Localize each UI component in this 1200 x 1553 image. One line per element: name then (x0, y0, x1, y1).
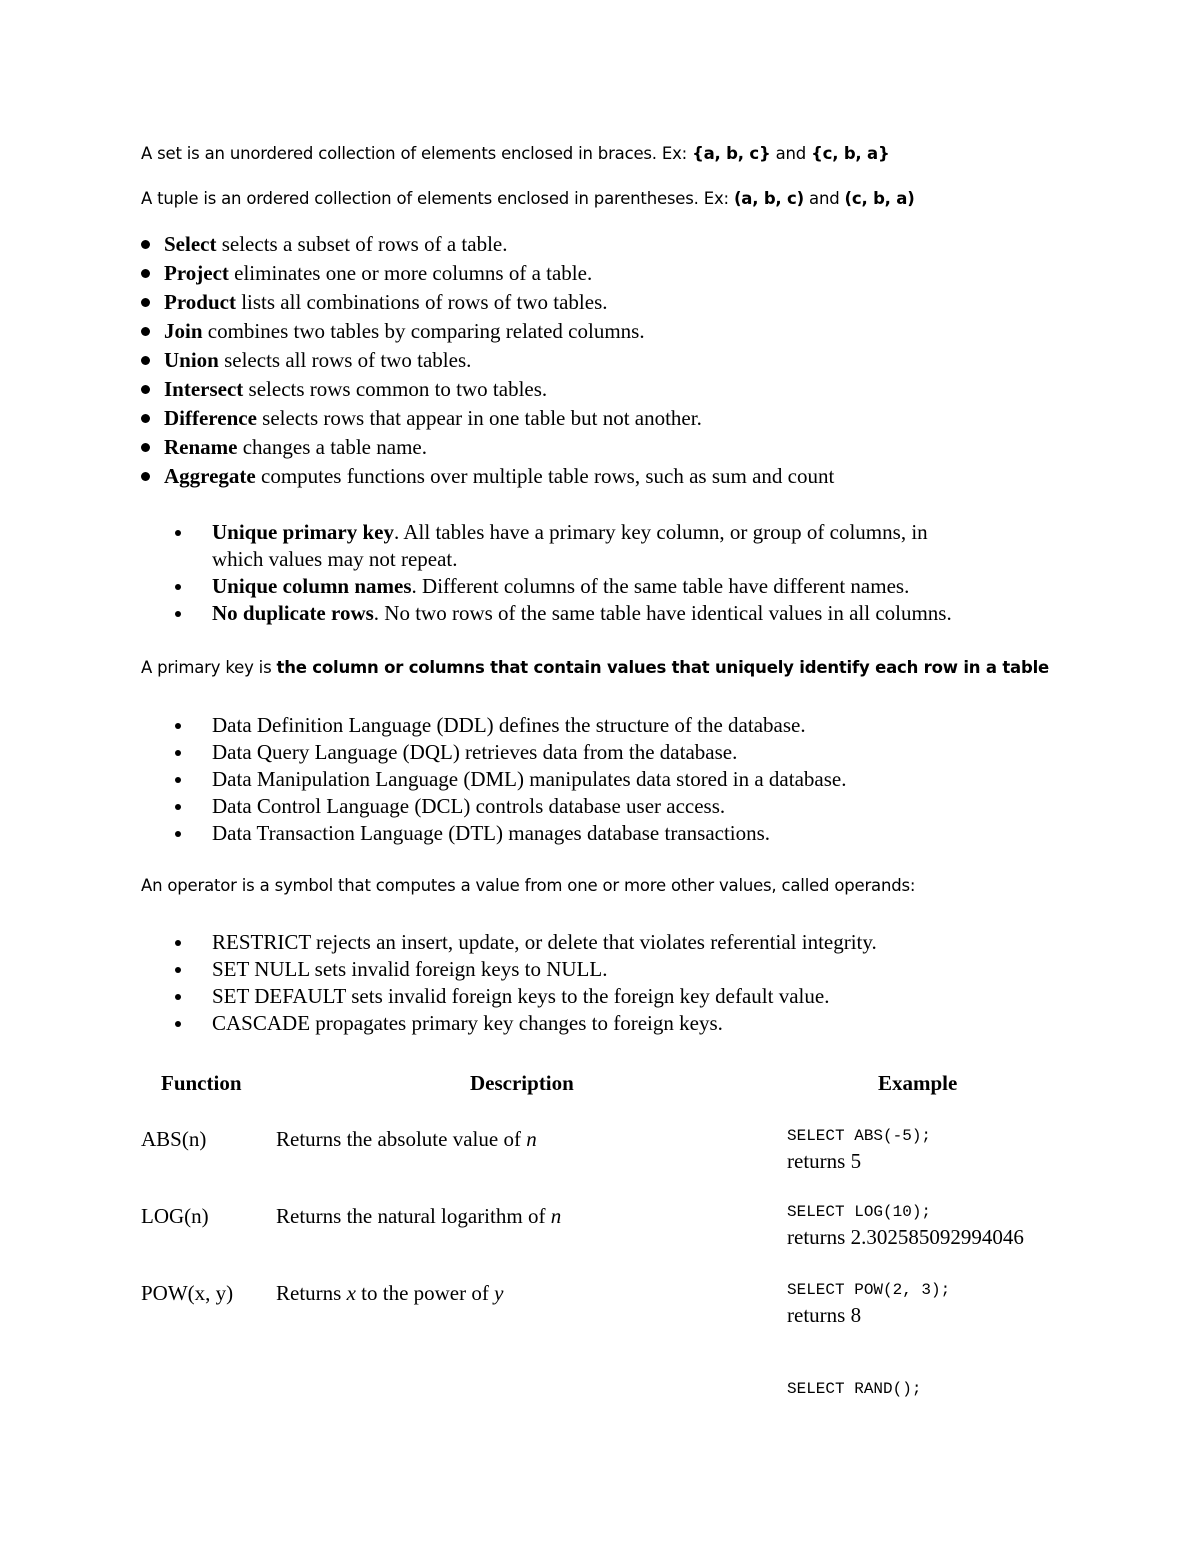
trailing-example-code: SELECT RAND(); (787, 1380, 922, 1398)
list-item: Data Transaction Language (DTL) manages database transactions. (165, 820, 846, 847)
list-item: No duplicate rows. No two rows of the same table have identical values in all columns. (165, 600, 952, 627)
list-item: Difference selects rows that appear in one table but not another. (140, 404, 834, 433)
list-item: Product lists all combinations of rows of two tables. (140, 288, 834, 317)
example-code: SELECT LOG(10); (787, 1203, 932, 1221)
set-definition-text: A set is an unordered collection of elements enclosed in braces. Ex: (141, 144, 693, 163)
function-description: Returns the absolute value of n (276, 1127, 537, 1151)
example-result: returns 8 (787, 1303, 862, 1327)
list-item: Select selects a subset of rows of a table. (140, 230, 834, 259)
list-item: Data Control Language (DCL) controls database user access. (165, 793, 846, 820)
primary-key-text: A primary key is (141, 658, 277, 677)
operations-list (140, 230, 834, 491)
list-item: Unique column names. Different columns of the same table have different names. (165, 573, 952, 600)
list-item: Data Definition Language (DDL) defines the structure of the database. (165, 712, 846, 739)
function-name: LOG(n) (141, 1204, 209, 1228)
list-item: SET NULL sets invalid foreign keys to NULL. (165, 956, 877, 983)
header-description: Description (470, 1071, 574, 1095)
list-item: Aggregate computes functions over multiple table rows, such as sum and count (140, 462, 834, 491)
example-code: SELECT POW(2, 3); (787, 1281, 951, 1299)
list-item: Intersect selects rows common to two tables. (140, 375, 834, 404)
fk-actions-list (165, 929, 877, 1037)
list-item: Union selects all rows of two tables. (140, 346, 834, 375)
list-item: Rename changes a table name. (140, 433, 834, 462)
set-example-1: {a, b, c} (692, 144, 771, 163)
primary-key-definition (141, 658, 1049, 677)
function-name: ABS(n) (141, 1127, 207, 1151)
list-item: CASCADE propagates primary key changes to foreign keys. (165, 1010, 877, 1037)
tuple-joiner: and (803, 189, 845, 208)
list-item: Unique primary key. All tables have a primary key column, or group of columns, in which values may not repeat. (165, 519, 952, 573)
tuple-definition-text: A tuple is an ordered collection of elements enclosed in parentheses. Ex: (141, 189, 734, 208)
rules-list (165, 519, 952, 627)
tuple-example-1: (a, b, c) (733, 189, 804, 208)
example-result: returns 2.302585092994046 (787, 1225, 1024, 1249)
operator-definition: An operator is a symbol that computes a value from one or more other values, called operands: (141, 876, 916, 895)
list-item: Data Query Language (DQL) retrieves data from the database. (165, 739, 846, 766)
set-definition (141, 144, 890, 163)
list-item: Project eliminates one or more columns of a table. (140, 259, 834, 288)
list-item: Join combines two tables by comparing related columns. (140, 317, 834, 346)
languages-list (165, 712, 846, 847)
header-function: Function (161, 1071, 242, 1095)
function-name: POW(x, y) (141, 1281, 234, 1305)
tuple-example-2: (c, b, a) (844, 189, 915, 208)
function-description: Returns x to the power of y (276, 1281, 504, 1305)
set-joiner: and (770, 144, 812, 163)
primary-key-bold: the column or columns that contain values that uniquely identify each row in a table (276, 658, 1050, 677)
example-result: returns 5 (787, 1149, 862, 1173)
header-example: Example (878, 1071, 958, 1095)
list-item: RESTRICT rejects an insert, update, or delete that violates referential integrity. (165, 929, 877, 956)
list-item: SET DEFAULT sets invalid foreign keys to the foreign key default value. (165, 983, 877, 1010)
set-example-2: {c, b, a} (811, 144, 890, 163)
tuple-definition (141, 189, 915, 208)
list-item: Data Manipulation Language (DML) manipulates data stored in a database. (165, 766, 846, 793)
example-code: SELECT ABS(-5); (787, 1127, 932, 1145)
function-description: Returns the natural logarithm of n (276, 1204, 562, 1228)
